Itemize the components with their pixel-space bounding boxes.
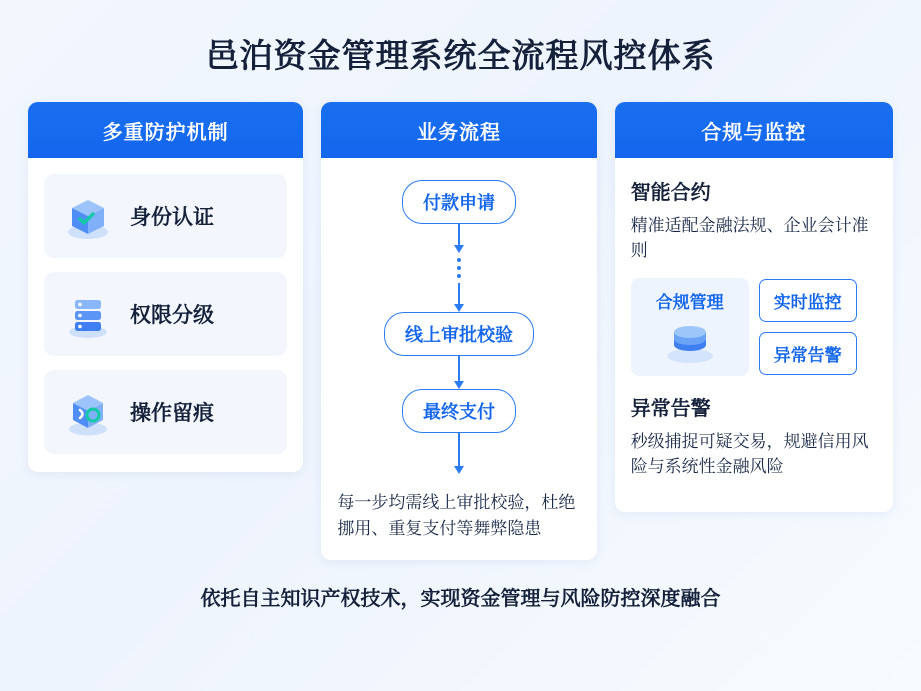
tag-compliance-management[interactable] xyxy=(631,278,749,376)
feature-card-identity[interactable] xyxy=(44,174,287,258)
column-process-body xyxy=(321,158,596,561)
feature-card-permission[interactable] xyxy=(44,272,287,356)
tag-anomaly-alert[interactable]: 异常告警 xyxy=(759,332,857,375)
audit-trace-icon xyxy=(60,384,116,440)
flow-arrow-3 xyxy=(454,356,464,389)
compliance-block-heading-smart-contract: 智能合约 xyxy=(630,181,711,204)
tag-realtime-monitoring[interactable]: 实时监控 xyxy=(759,279,857,322)
process-note: 每一步均需线上审批校验，杜绝挪用、重复支付等舞弊隐患 xyxy=(337,492,576,538)
compliance-secondary-tags xyxy=(759,278,857,376)
footer-caption: 依托自主知识产权技术，实现资金管理与风险防控深度融合 xyxy=(200,588,721,611)
flow-arrow-4 xyxy=(454,433,464,474)
process-flow xyxy=(337,174,580,474)
column-protection-header: 多重防护机制 xyxy=(28,102,303,158)
column-compliance-header: 合规与监控 xyxy=(615,102,893,158)
compliance-block-heading-anomaly: 异常告警 xyxy=(630,397,711,420)
compliance-tag-row xyxy=(631,278,877,376)
page-title: 邑泊资金管理系统全流程风控体系 xyxy=(205,37,716,74)
column-process xyxy=(321,102,596,561)
flow-arrow-2 xyxy=(454,283,464,312)
column-process-header: 业务流程 xyxy=(321,102,596,158)
feature-label: 操作留痕 xyxy=(130,401,214,425)
layered-server-icon xyxy=(60,286,116,342)
flow-node-final-payment[interactable]: 最终支付 xyxy=(402,389,516,433)
column-protection xyxy=(28,102,303,472)
flow-arrow-1 xyxy=(454,224,464,253)
column-compliance-body xyxy=(615,158,893,512)
flow-node-online-approval[interactable]: 线上审批校验 xyxy=(384,312,534,356)
tag-label: 合规管理 xyxy=(655,292,724,312)
column-compliance xyxy=(615,102,893,512)
feature-label: 身份认证 xyxy=(130,205,214,229)
id-shield-icon xyxy=(60,188,116,244)
columns-container xyxy=(0,76,921,561)
flow-dots xyxy=(457,258,461,278)
flow-node-payment-request[interactable]: 付款申请 xyxy=(402,180,516,224)
feature-card-audit[interactable] xyxy=(44,370,287,454)
database-stack-icon xyxy=(655,350,725,367)
compliance-block-text-smart-contract: 精准适配金融法规、企业会计准则 xyxy=(630,215,869,261)
column-protection-body xyxy=(28,158,303,472)
compliance-block-text-anomaly: 秒级捕捉可疑交易，规避信用风险与系统性金融风险 xyxy=(630,431,869,477)
feature-label: 权限分级 xyxy=(130,303,214,327)
